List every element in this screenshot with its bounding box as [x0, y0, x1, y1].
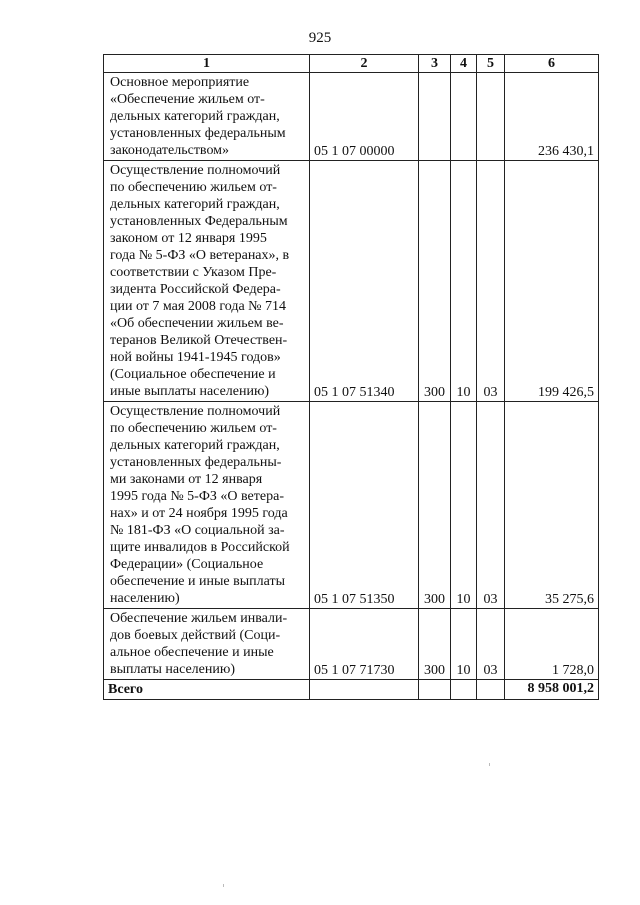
row-name: Осуществление полномочий по обеспечению жильем от- дельных категорий граждан, установленных федеральны- ми законами от 12 января 1995 года № 5-ФЗ «О ветера- нах» и от 24 ноября 1995 года № 181-ФЗ «О социальной за- щите инвалидов в Российской Федерации» (Социальное обеспечение и иные выплаты населению) [104, 402, 310, 609]
row-amount: 236 430,1 [505, 73, 599, 161]
row-section [451, 73, 477, 161]
row-expense-type [419, 73, 451, 161]
row-subsection: 03 [477, 161, 505, 402]
row-name: Осуществление полномочий по обеспечению жильем от- дельных категорий граждан, установленных Федеральным законом от 12 января 1995 года № 5-ФЗ «О ветеранах», в соответствии с Указом Пре- зидента Российской Федера- ции от 7 мая 2008 года № 714 «Об обеспечении жильем ве- теранов Великой Отечествен- ной войны 1941-1945 годов» (Социальное обеспечение и иные выплаты населению) [104, 161, 310, 402]
total-row [104, 680, 599, 700]
column-header-3: 3 [419, 55, 451, 73]
total-label: Всего [104, 680, 310, 700]
row-target-code: 05 1 07 71730 [310, 609, 419, 680]
row-subsection: 03 [477, 402, 505, 609]
table-row [104, 609, 599, 680]
table-row [104, 402, 599, 609]
row-section: 10 [451, 161, 477, 402]
row-amount: 35 275,6 [505, 402, 599, 609]
row-section: 10 [451, 402, 477, 609]
scan-speck [489, 763, 490, 766]
page-number: 925 [308, 30, 332, 46]
total-empty-cell [419, 680, 451, 700]
column-header-4: 4 [451, 55, 477, 73]
row-target-code: 05 1 07 00000 [310, 73, 419, 161]
total-empty-cell [310, 680, 419, 700]
row-target-code: 05 1 07 51350 [310, 402, 419, 609]
column-header-6: 6 [505, 55, 599, 73]
row-name: Обеспечение жильем инвали- дов боевых действий (Соци- альное обеспечение и иные выплаты населению) [104, 609, 310, 680]
row-expense-type: 300 [419, 402, 451, 609]
row-expense-type: 300 [419, 609, 451, 680]
table-row [104, 73, 599, 161]
table-header [104, 55, 599, 73]
row-name: Основное мероприятие «Обеспечение жильем от- дельных категорий граждан, установленных федеральным законодательством» [104, 73, 310, 161]
row-section: 10 [451, 609, 477, 680]
row-subsection: 03 [477, 609, 505, 680]
row-target-code: 05 1 07 51340 [310, 161, 419, 402]
scan-speck [223, 884, 224, 887]
column-header-2: 2 [310, 55, 419, 73]
header-row [104, 55, 599, 73]
total-empty-cell [477, 680, 505, 700]
row-amount: 1 728,0 [505, 609, 599, 680]
column-header-1: 1 [104, 55, 310, 73]
table-row [104, 161, 599, 402]
column-header-5: 5 [477, 55, 505, 73]
budget-table [103, 54, 599, 700]
row-expense-type: 300 [419, 161, 451, 402]
row-amount: 199 426,5 [505, 161, 599, 402]
total-empty-cell [451, 680, 477, 700]
row-subsection [477, 73, 505, 161]
total-amount: 8 958 001,2 [505, 680, 599, 700]
